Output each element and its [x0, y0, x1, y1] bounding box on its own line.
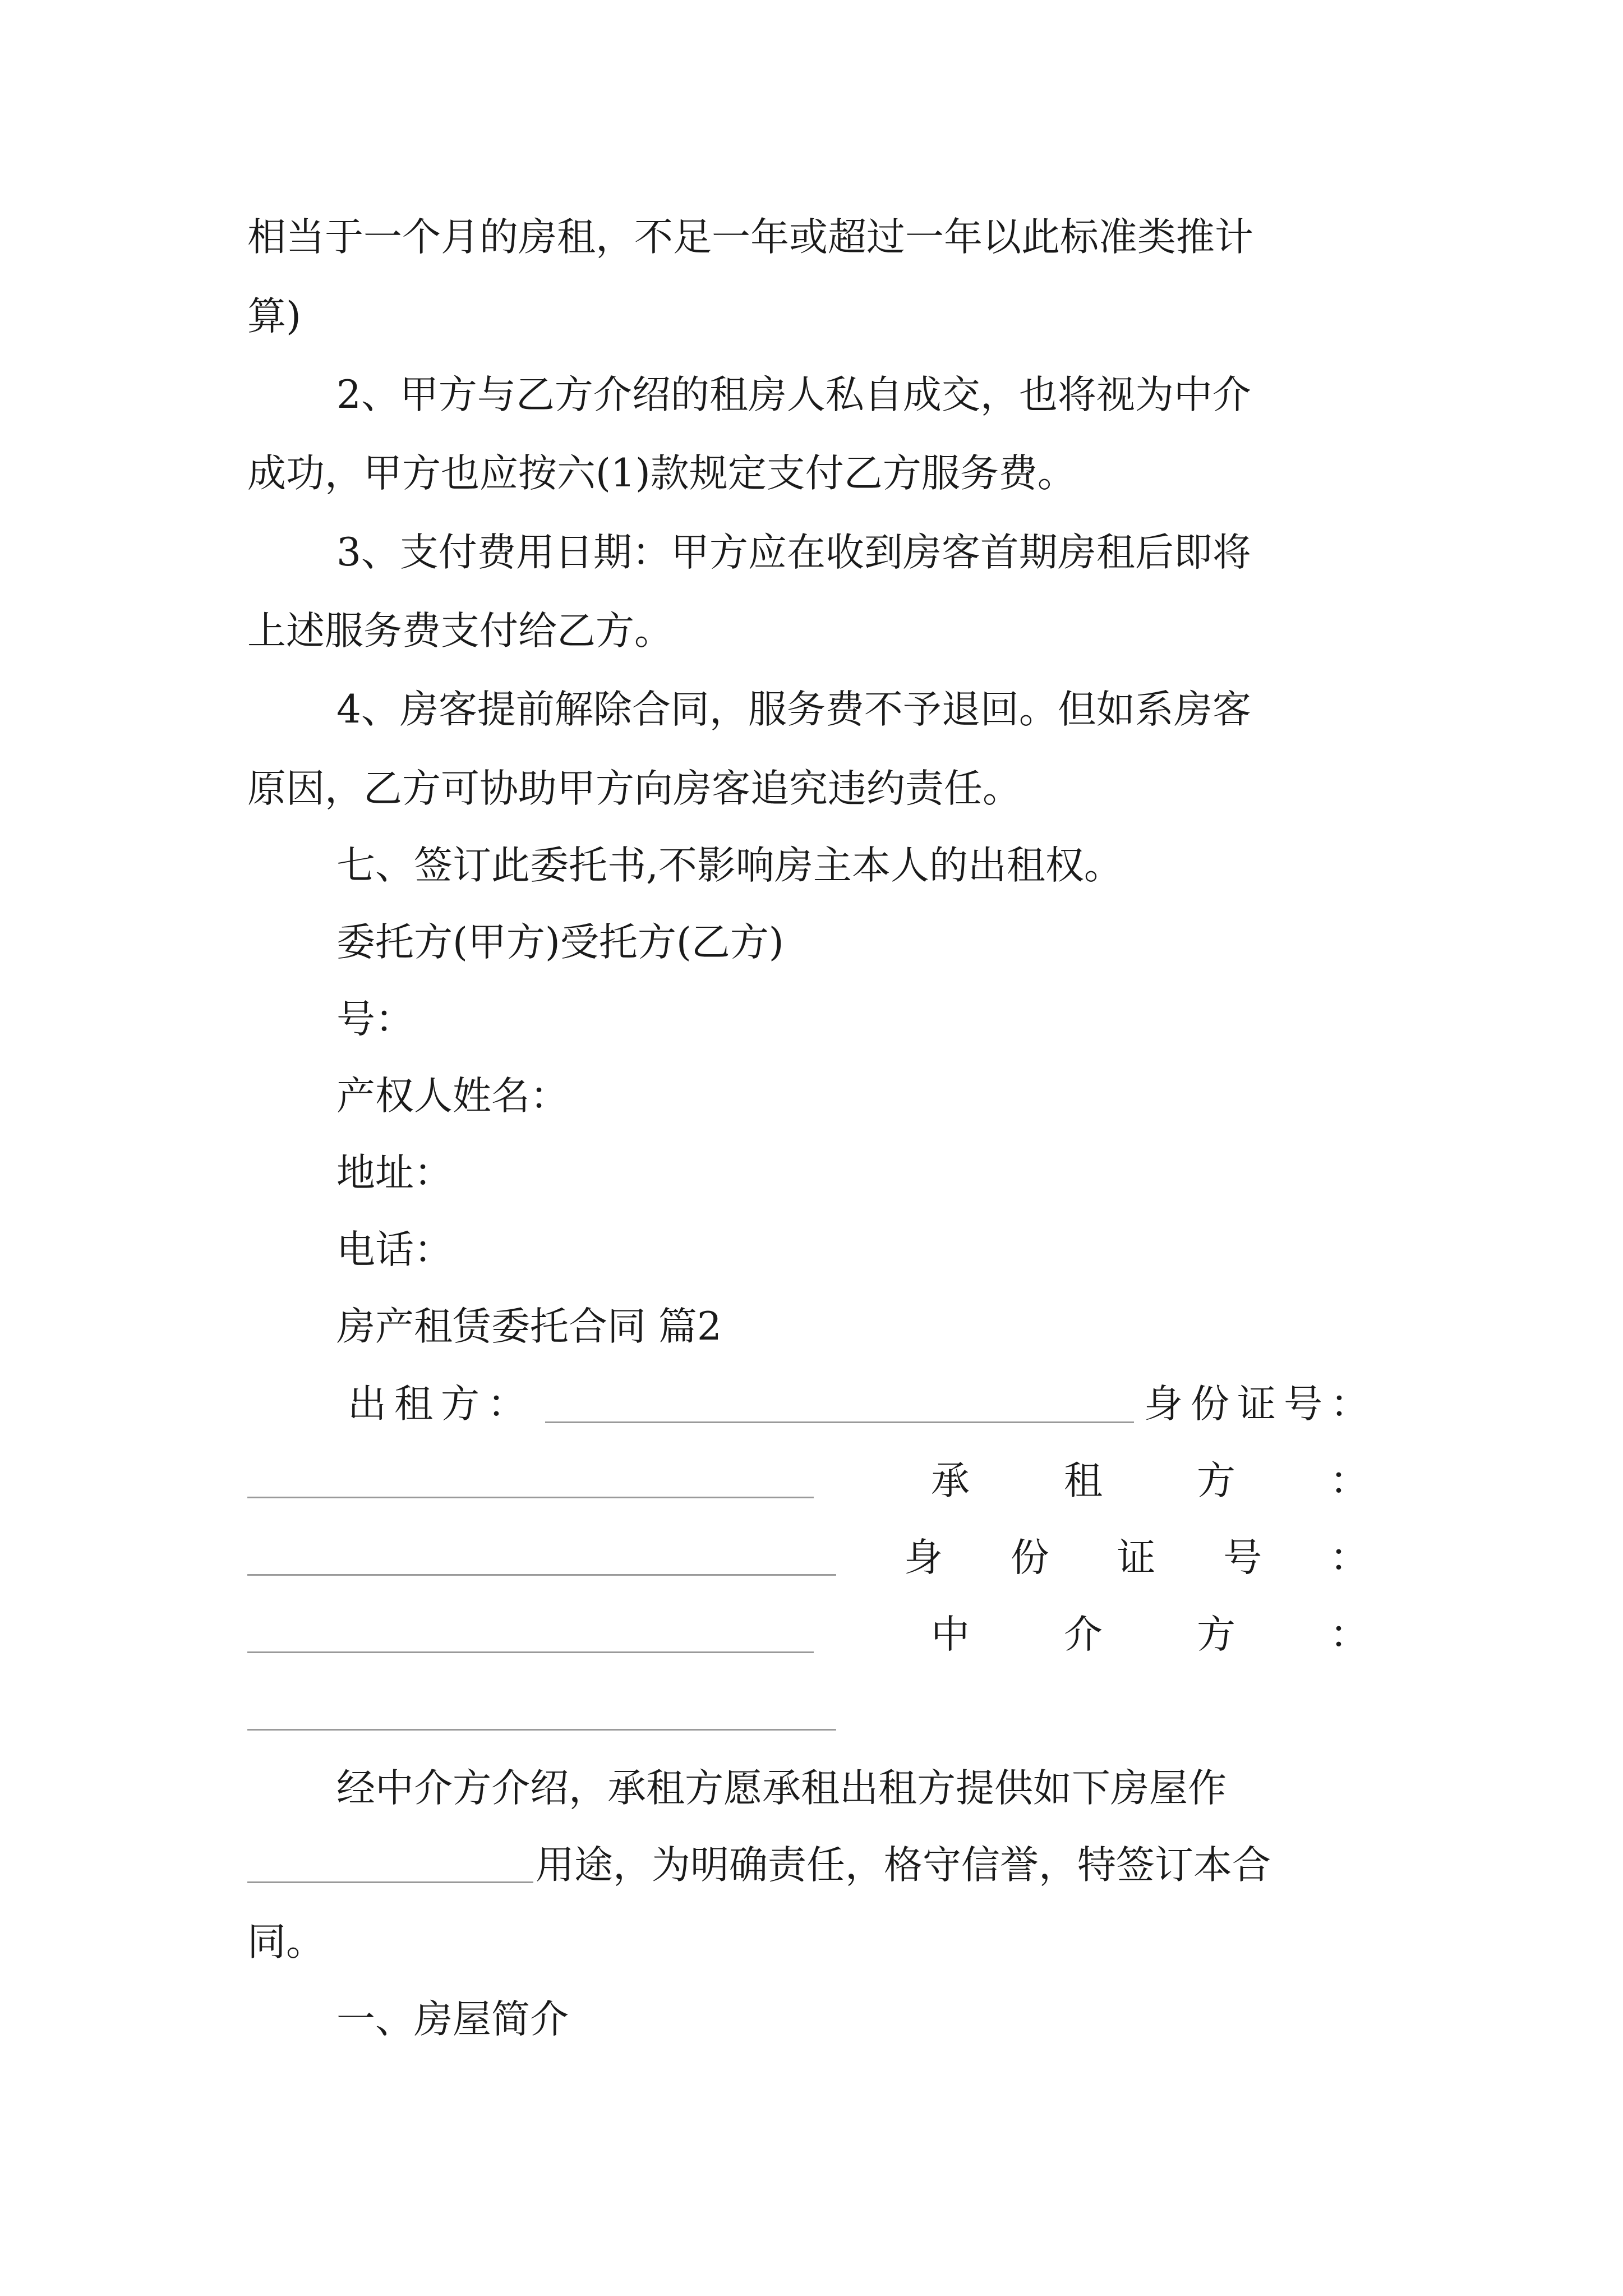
lessee-id-char: ： — [1330, 1535, 1368, 1580]
field-label: 电话： — [336, 1227, 453, 1272]
agent-char: 方 — [1197, 1612, 1235, 1657]
lessor-id-label: 身份证号： — [1144, 1382, 1377, 1427]
lessee-id-char: 号 — [1223, 1535, 1262, 1580]
paragraph-line: 同。 — [247, 1920, 325, 1964]
agent-blank — [247, 1729, 836, 1731]
signature-heading: 委托方(甲方)受托方(乙方) — [336, 920, 784, 965]
paragraph-line: 3、支付费用日期：甲方应在收到房客首期房租后即将 — [336, 530, 1251, 575]
lessee-label — [931, 1458, 1368, 1503]
purpose-blank — [247, 1881, 533, 1883]
paragraph-line: 相当于一个月的房租，不足一年或超过一年以此标准类推计 — [247, 215, 1253, 260]
lessee-char: 租 — [1064, 1458, 1103, 1503]
paragraph-line: 算) — [247, 294, 301, 339]
agent-char: 中 — [931, 1612, 970, 1657]
lessee-id-char: 份 — [1010, 1535, 1049, 1580]
lessor-label: 出租方： — [348, 1382, 534, 1427]
paragraph-line: 上述服务费支付给乙方。 — [247, 609, 673, 654]
field-label: 地址： — [336, 1151, 453, 1195]
lessor-id-blank — [247, 1497, 814, 1498]
field-label: 产权人姓名： — [336, 1074, 569, 1119]
lessee-id-char: 身 — [904, 1535, 943, 1580]
lessee-id-label — [904, 1535, 1368, 1580]
lessor-blank — [545, 1421, 1134, 1423]
agent-label — [931, 1612, 1368, 1657]
lessee-id-blank — [247, 1651, 814, 1653]
section-heading: 一、房屋简介 — [336, 1997, 569, 2042]
paragraph-line: 用途，为明确责任，格守信誉，特签订本合 — [536, 1843, 1271, 1888]
lessee-char: 承 — [931, 1458, 970, 1503]
lessee-char: ： — [1330, 1458, 1368, 1503]
paragraph-line: 4、房客提前解除合同，服务费不予退回。但如系房客 — [336, 687, 1251, 732]
lessee-char: 方 — [1197, 1458, 1235, 1503]
paragraph-line: 经中介方介绍，承租方愿承租出租方提供如下房屋作 — [336, 1766, 1227, 1811]
agent-char: 介 — [1064, 1612, 1103, 1657]
section-title: 房产租赁委托合同 篇2 — [336, 1304, 722, 1349]
field-label: 号： — [336, 997, 414, 1042]
agent-char: ： — [1330, 1612, 1368, 1657]
paragraph-line: 七、签订此委托书,不影响房主本人的出租权。 — [336, 843, 1123, 888]
lessee-blank — [247, 1574, 836, 1576]
paragraph-line: 原因，乙方可协助甲方向房客追究违约责任。 — [247, 766, 1021, 811]
paragraph-line: 2、甲方与乙方介绍的租房人私自成交，也将视为中介 — [336, 372, 1251, 417]
lessee-id-char: 证 — [1117, 1535, 1156, 1580]
paragraph-line: 成功，甲方也应按六(1)款规定支付乙方服务费。 — [247, 451, 1076, 496]
